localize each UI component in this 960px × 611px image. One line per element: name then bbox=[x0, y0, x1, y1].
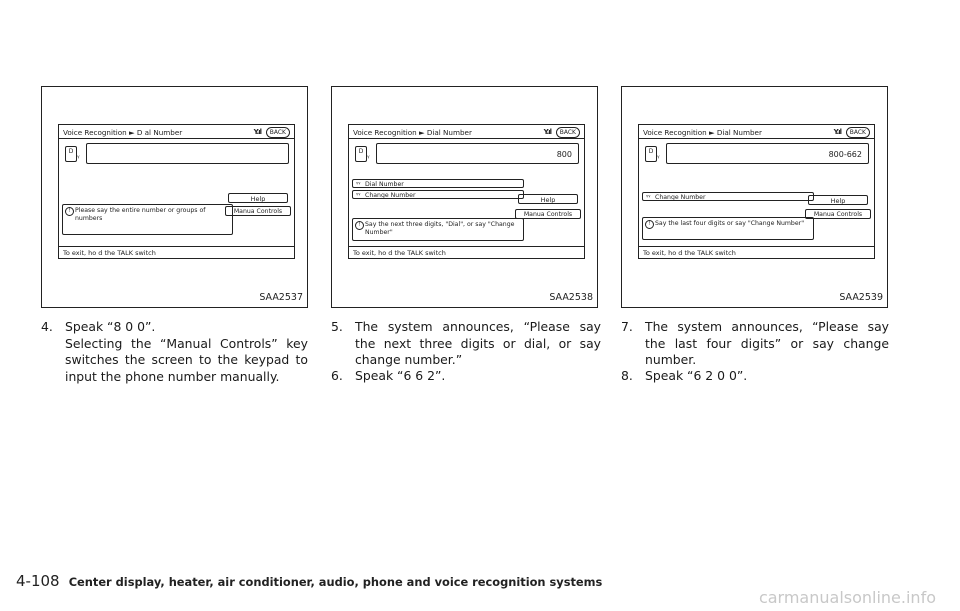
step-7 bbox=[621, 319, 889, 369]
voice-head-icon: D bbox=[355, 146, 367, 162]
step-text: Speak “6 6 2”. bbox=[355, 368, 446, 383]
step-number: 8. bbox=[621, 368, 633, 383]
figure-saa2538 bbox=[331, 86, 598, 308]
back-button[interactable]: BACK bbox=[846, 127, 870, 138]
page-footer bbox=[16, 571, 602, 590]
step-text: The system announces, “Please say the last four digits” or say change number. bbox=[645, 319, 889, 367]
step-number: 4. bbox=[41, 319, 53, 334]
number-display: 800 bbox=[376, 143, 579, 164]
step-text: Speak “8 0 0”. bbox=[65, 319, 156, 334]
number-display bbox=[86, 143, 289, 164]
voice-head-icon: D bbox=[65, 146, 77, 162]
help-button[interactable]: Help bbox=[518, 194, 578, 204]
step-text: The system announces, “Please say the next three digits or dial, or say change number.” bbox=[355, 319, 601, 367]
figure-saa2537 bbox=[41, 86, 308, 308]
screen-footer: To exit, ho d the TALK switch bbox=[643, 249, 736, 257]
figure-code: SAA2538 bbox=[549, 292, 593, 303]
screen-display bbox=[348, 124, 585, 259]
step-4 bbox=[41, 319, 308, 385]
screen-display bbox=[638, 124, 875, 259]
option-change-number[interactable]: ᵞᵞ Change Number bbox=[352, 190, 524, 199]
figure-code: SAA2537 bbox=[259, 292, 303, 303]
voice-icon: ᵞᵞ bbox=[356, 192, 361, 199]
prompt-box bbox=[642, 217, 814, 240]
page-number: 4-108 bbox=[16, 572, 60, 590]
manual-controls-button[interactable]: Manua Controls bbox=[225, 206, 291, 216]
figure-code: SAA2539 bbox=[839, 292, 883, 303]
prompt-box bbox=[352, 218, 524, 241]
info-icon: ! bbox=[65, 207, 74, 216]
number-display: 800-662 bbox=[666, 143, 869, 164]
voice-waves-icon: ᵞ bbox=[77, 154, 80, 162]
signal-icon: Y.ıl bbox=[253, 128, 261, 136]
prompt-text: Please say the entire number or groups of numbers bbox=[75, 207, 206, 222]
step-detail: Selecting the “Manual Controls” key switches the screen to the keypad to input the phone number manually. bbox=[65, 335, 308, 384]
voice-icon: ᵞᵞ bbox=[356, 181, 361, 188]
screen-footer: To exit, ho d the TALK switch bbox=[63, 249, 156, 257]
screen-title: Voice Recognition ► Dial Number bbox=[643, 128, 762, 137]
info-icon: ! bbox=[645, 220, 654, 229]
step-number: 5. bbox=[331, 319, 343, 334]
figure-saa2539 bbox=[621, 86, 888, 308]
step-6 bbox=[331, 368, 601, 385]
screen-footer: To exit, ho d the TALK switch bbox=[353, 249, 446, 257]
voice-waves-icon: ᵞ bbox=[657, 154, 660, 162]
signal-icon: Y.ıl bbox=[543, 128, 551, 136]
prompt-text: Say the next three digits, "Dial", or say "Change Number" bbox=[365, 221, 515, 236]
step-number: 7. bbox=[621, 319, 633, 334]
screen-display bbox=[58, 124, 295, 259]
back-button[interactable]: BACK bbox=[556, 127, 580, 138]
voice-icon: ᵞᵞ bbox=[646, 194, 651, 201]
info-icon: ! bbox=[355, 221, 364, 230]
screen-title: Voice Recognition ► Dial Number bbox=[353, 128, 472, 137]
step-5 bbox=[331, 319, 601, 369]
watermark: carmanualsonline.info bbox=[758, 588, 936, 607]
voice-head-icon: D bbox=[645, 146, 657, 162]
step-8 bbox=[621, 368, 889, 385]
back-button[interactable]: BACK bbox=[266, 127, 290, 138]
step-number: 6. bbox=[331, 368, 343, 383]
option-dial-number[interactable]: ᵞᵞ Dial Number bbox=[352, 179, 524, 188]
section-title: Center display, heater, air conditioner, audio, phone and voice recognition systems bbox=[68, 575, 603, 589]
manual-controls-button[interactable]: Manua Controls bbox=[805, 209, 871, 219]
help-button[interactable]: Help bbox=[808, 195, 868, 205]
manual-controls-button[interactable]: Manua Controls bbox=[515, 209, 581, 219]
signal-icon: Y.ıl bbox=[833, 128, 841, 136]
voice-waves-icon: ᵞ bbox=[367, 154, 370, 162]
step-text: Speak “6 2 0 0”. bbox=[645, 368, 748, 383]
prompt-box bbox=[62, 204, 233, 235]
help-button[interactable]: Help bbox=[228, 193, 288, 203]
prompt-text: Say the last four digits or say "Change Number" bbox=[655, 220, 805, 227]
option-change-number[interactable]: ᵞᵞ Change Number bbox=[642, 192, 814, 201]
screen-title: Voice Recognition ► D al Number bbox=[63, 128, 183, 137]
